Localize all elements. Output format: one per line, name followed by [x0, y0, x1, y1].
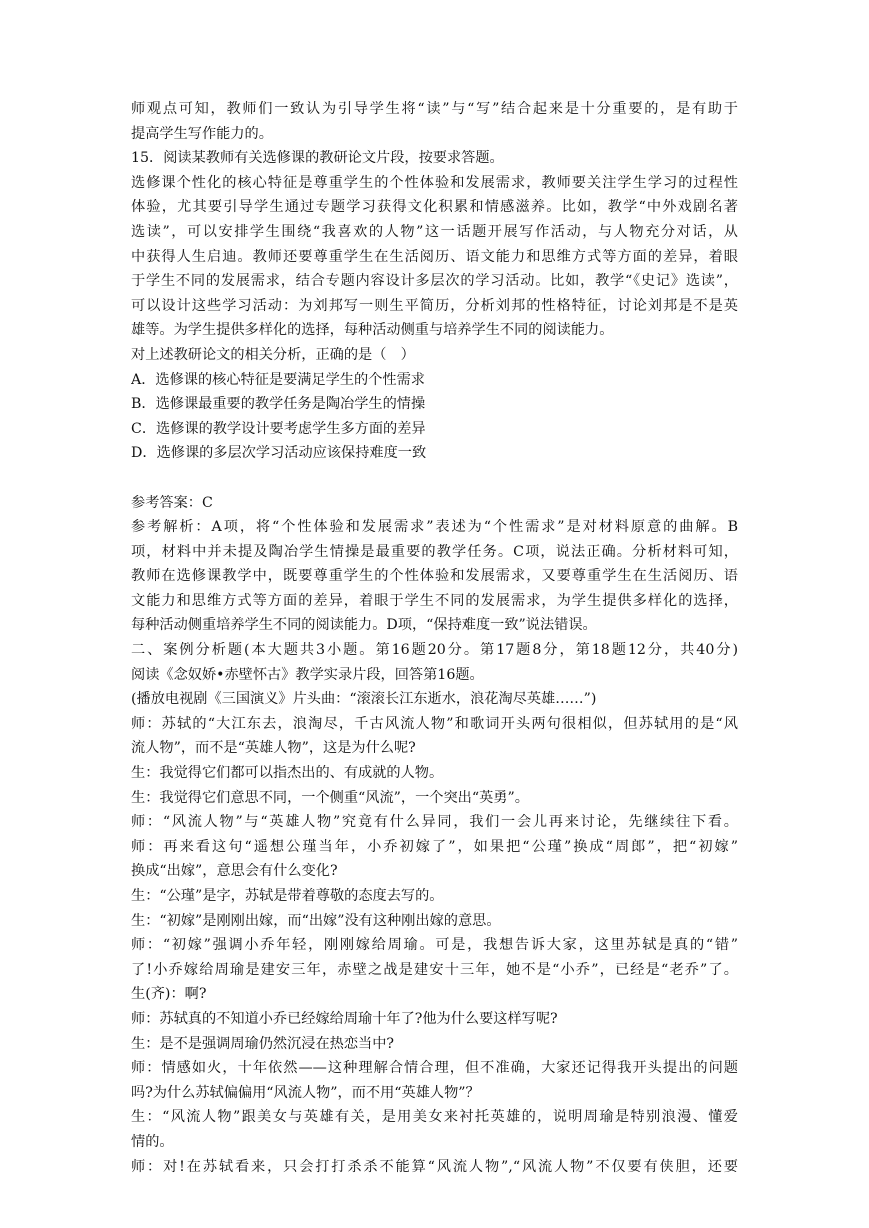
text-line: 流人物”，而不是“英雄人物”，这是为什么呢? [131, 740, 416, 757]
text-line: 了!小乔嫁给周瑜是建安三年，赤壁之战是建安十三年，她不是“小乔”，已经是“老乔”了。 [131, 961, 738, 978]
text-line: 师：“风流人物”与“英雄人物”究竟有什么异同，我们一会儿再来讨论，先继续往下看。 [131, 814, 738, 831]
text-line: 生：“公瑾”是字，苏轼是带着尊敬的态度去写的。 [131, 888, 444, 904]
text-line: 换成“出嫁”，意思会有什么变化? [131, 863, 338, 880]
text-line: 可以设计这些学习活动：为刘邦写一则生平简历，分析刘邦的性格特征，讨论刘邦是不是英 [131, 297, 738, 314]
text-line: 师观点可知，教师们一致认为引导学生将“读”与“写”结合起来是十分重要的，是有助于 [131, 101, 738, 117]
text-line: 生：“风流人物”跟美女与英雄有关，是用美女来衬托英雄的，说明周瑜是特别浪漫、懂爱 [131, 1109, 738, 1126]
text-line: 选读”，可以安排学生围绕“我喜欢的人物”这一话题开展写作活动，与人物充分对话，从 [131, 223, 738, 240]
text-line: (播放电视剧《三国演义》片头曲：“滚滚长江东逝水，浪花淘尽英雄……”) [131, 691, 597, 708]
text-line: 15．阅读某教师有关选修课的教研论文片段，按要求答题。 [131, 150, 504, 167]
text-line: 生：“初嫁”是刚刚出嫁，而“出嫁”没有这种刚出嫁的意思。 [131, 912, 501, 929]
text-line: 每种活动侧重培养学生不同的阅读能力。D项，“保持难度一致”说法错误。 [131, 617, 597, 634]
text-line: 情的。 [131, 1133, 174, 1150]
text-line: 师：苏轼的“大江东去，浪淘尽，千古风流人物”和歌词开头两句很相似，但苏轼用的是“风 [131, 715, 738, 732]
text-line: 体验，尤其要引导学生通过专题学习获得文化积累和情感滋养。比如，教学“中外戏剧名著 [131, 199, 738, 216]
text-line: 对上述教研论文的相关分析，正确的是（ ） [131, 346, 415, 363]
text-line: 选修课个性化的核心特征是尊重学生的个性体验和发展需求，教师要关注学生学习的过程性 [131, 174, 738, 191]
text-line: 师：“初嫁”强调小乔年轻，刚刚嫁给周瑜。可是，我想告诉大家，这里苏轼是真的“错” [131, 937, 738, 954]
text-line: B．选修课最重要的教学任务是陶冶学生的情操 [131, 396, 426, 413]
text-line: 中获得人生启迪。教师还要尊重学生在生活阅历、语文能力和思维方式等方面的差异，着眼 [131, 248, 738, 265]
text-line: A．选修课的核心特征是要满足学生的个性需求 [131, 371, 425, 388]
text-line: 生(齐)：啊? [131, 986, 207, 1003]
text-line: 于学生不同的发展需求，结合专题内容设计多层次的学习活动。比如，教学“《史记》选读”， [131, 273, 738, 290]
text-line: 生：是不是强调周瑜仍然沉浸在热恋当中? [131, 1035, 394, 1052]
text-line: 吗?为什么苏轼偏偏用“风流人物”，而不用“英雄人物”？ [131, 1084, 480, 1101]
text-line: 文能力和思维方式等方面的差异，着眼于学生不同的发展需求，为学生提供多样化的选择， [131, 592, 738, 609]
text-line: 参考答案：C [131, 494, 213, 511]
text-line: 师：再来看这句“遥想公瑾当年，小乔初嫁了”，如果把“公瑾”换成“周郎”，把“初嫁” [131, 838, 738, 855]
text-line: 雄等。为学生提供多样化的选择，每种活动侧重与培养学生不同的阅读能力。 [131, 322, 614, 339]
text-line: C．选修课的教学设计要考虑学生多方面的差异 [131, 420, 426, 437]
text-line: 提高学生写作能力的。 [131, 125, 273, 142]
text-line: 生：我觉得它们都可以指杰出的、有成就的人物。 [131, 765, 444, 782]
text-line: 项，材料中并未提及陶冶学生情操是最重要的教学任务。C项，说法正确。分析材料可知， [131, 543, 738, 560]
text-line: 生：我觉得它们意思不同，一个侧重“风流”，一个突出“英勇”。 [131, 789, 529, 806]
text-line: 教师在选修课教学中，既要尊重学生的个性体验和发展需求，又要尊重学生在生活阅历、语 [131, 568, 738, 585]
text-line: 师：对!在苏轼看来，只会打打杀杀不能算“风流人物”,“风流人物”不仅要有侠胆，还要 [131, 1158, 738, 1175]
text-line: 阅读《念奴娇•赤壁怀古》教学实录片段，回答第16题。 [131, 666, 484, 683]
text-line: 师：苏轼真的不知道小乔已经嫁给周瑜十年了?他为什么要这样写呢? [131, 1010, 558, 1027]
text-line: D．选修课的多层次学习活动应该保持难度一致 [131, 445, 427, 462]
blank-line [131, 466, 738, 491]
text-line: 二、案例分析题(本大题共3小题。第16题20分。第17题8分，第18题12分，共40分) [131, 642, 738, 659]
text-line: 参考解析：A项，将“个性体验和发展需求”表述为“个性需求”是对材料原意的曲解。B [131, 519, 738, 536]
text-line: 师：情感如火，十年依然——这种理解合情合理，但不准确，大家还记得我开头提出的问题 [131, 1060, 738, 1077]
